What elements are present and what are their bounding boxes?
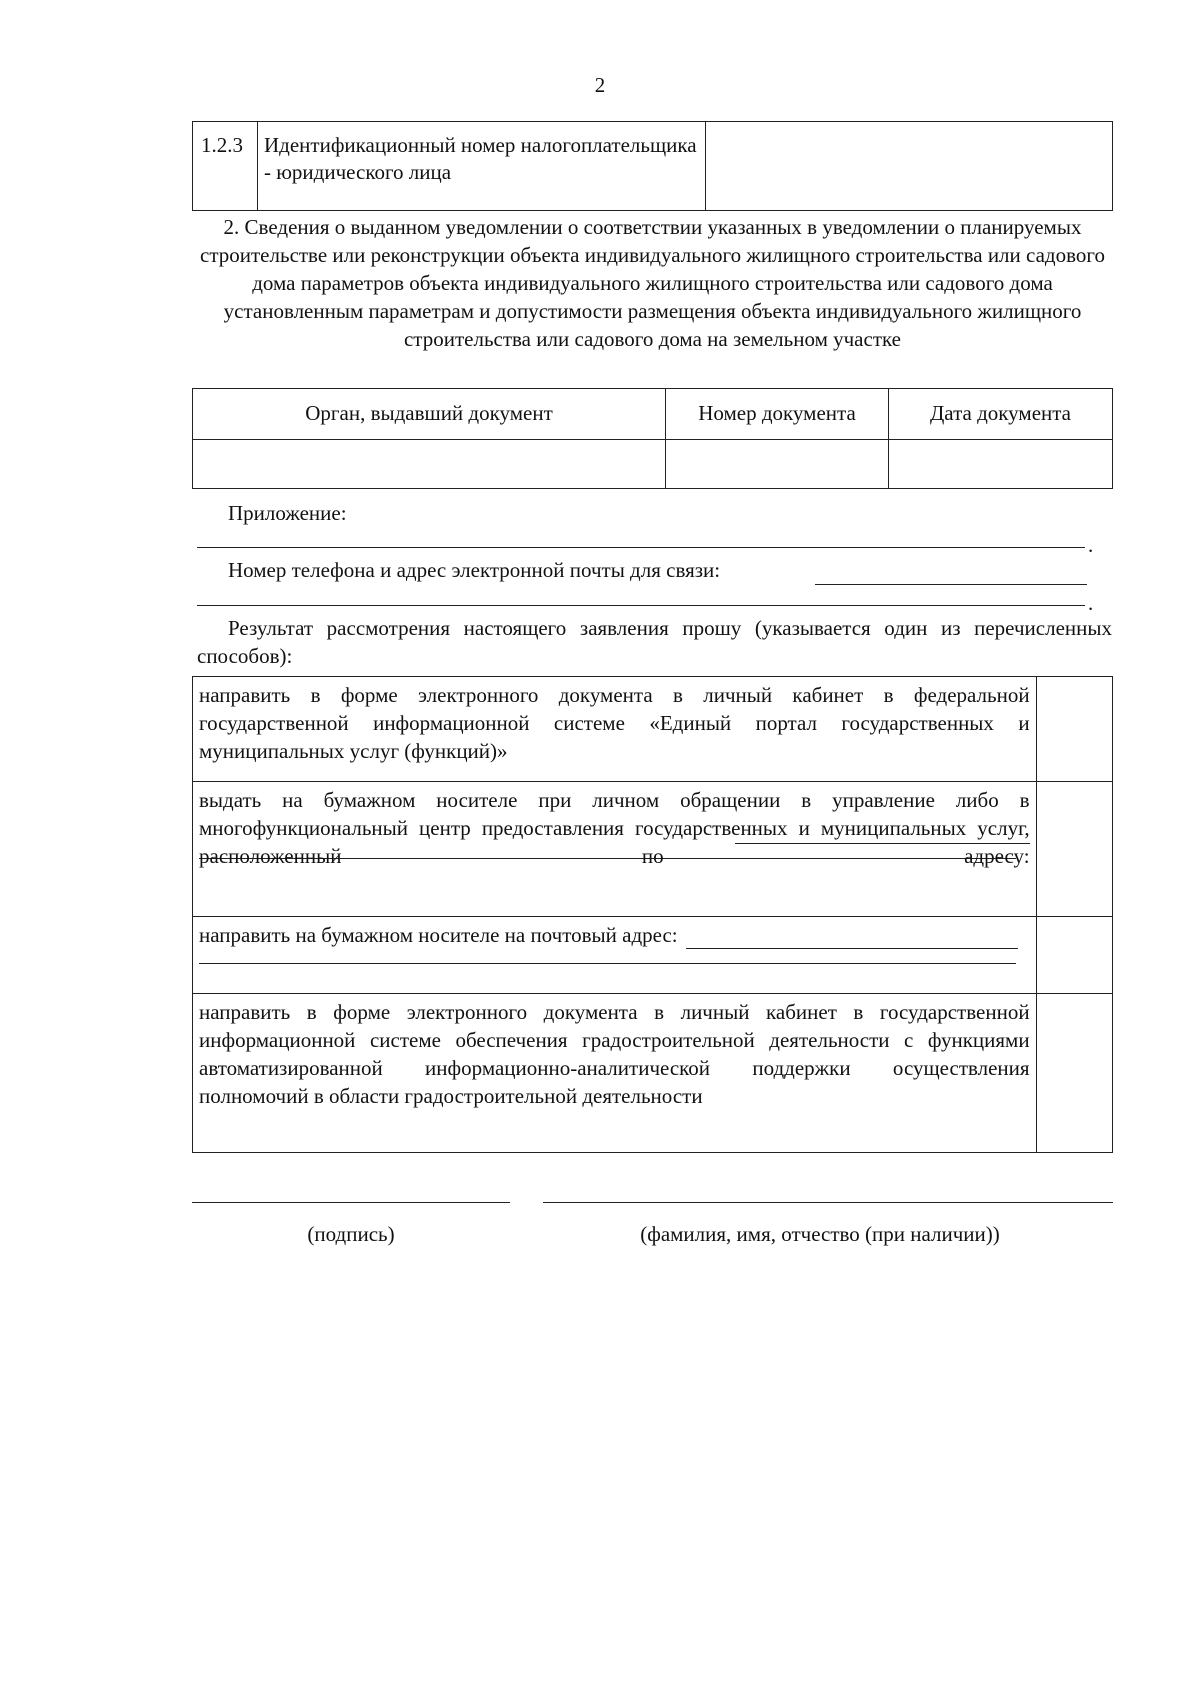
option-mail-checkbox[interactable]	[1036, 917, 1112, 994]
appendix-period: .	[1088, 533, 1094, 557]
taxpayer-id-field[interactable]	[706, 122, 1113, 211]
option-portal-checkbox[interactable]	[1036, 677, 1112, 782]
table-row	[193, 782, 1113, 917]
name-label: (фамилия, имя, отчество (при наличии))	[640, 1222, 1000, 1246]
option-portal-label: направить в форме электронного документа в личный кабинет в федеральной государственной информационной системе «Единый портал государственных и муниципальных услуг (функций)»	[193, 677, 1037, 782]
table-header-row	[193, 389, 1113, 440]
option-mail	[193, 917, 1037, 994]
table-row	[193, 677, 1113, 782]
option-mail-label: направить на бумажном носителе на почтовый адрес:	[199, 923, 678, 947]
page-number: 2	[594, 73, 606, 97]
option-paper-mfc-label: выдать на бумажном носителе при личном обращении в управление либо в многофункциональный центр предоставления государственных и муниципальных услуг, расположенный по адресу:	[199, 788, 1030, 868]
row-number: 1.2.3	[193, 122, 258, 211]
column-header-doc-date: Дата документа	[889, 389, 1113, 440]
contact-label: Номер телефона и адрес электронной почты для связи:	[228, 558, 721, 582]
delivery-options-table	[192, 676, 1113, 1153]
column-header-doc-number: Номер документа	[666, 389, 889, 440]
issuer-field[interactable]	[193, 440, 666, 489]
column-header-issuer: Орган, выдавший документ	[193, 389, 666, 440]
option-paper-mfc	[193, 782, 1037, 917]
section-2-heading: 2. Сведения о выданном уведомлении о соответствии указанных в уведомлении о планируемых строительстве или реконструкции объекта индивидуального жилищного строительства или садового дома параметров объекта индивидуального жилищного строительства или садового дома установленным параметрам и допустимости размещения объекта индивидуального жилищного строительства или садового дома на земельном участке	[200, 215, 1105, 351]
signature-line[interactable]	[192, 1192, 510, 1203]
table-row	[193, 917, 1113, 994]
table-row	[193, 440, 1113, 489]
doc-date-field[interactable]	[889, 440, 1113, 489]
option-isogd-checkbox[interactable]	[1036, 994, 1112, 1153]
appendix-line[interactable]	[197, 527, 1085, 548]
result-intro: Результат рассмотрения настоящего заявления прошу (указывается один из перечисленных способов):	[197, 616, 1112, 668]
mail-address-line-2[interactable]	[199, 949, 1016, 964]
option-paper-mfc-checkbox[interactable]	[1036, 782, 1112, 917]
contact-line[interactable]	[815, 564, 1087, 585]
option-isogd-label: направить в форме электронного документа в личный кабинет в государственной информационной системе обеспечения градостроительной деятельности с функциями автоматизированной информационно-аналитической поддержки осуществления полномочий в области градостроительной деятельности	[193, 994, 1037, 1153]
table-row	[193, 994, 1113, 1153]
appendix-label: Приложение:	[228, 501, 347, 525]
signature-label: (подпись)	[307, 1222, 395, 1246]
mail-address-line[interactable]	[686, 926, 1018, 949]
notice-table	[192, 388, 1113, 489]
table-row	[193, 122, 1113, 211]
mfc-address-line[interactable]	[735, 821, 1030, 844]
taxpayer-id-table	[192, 121, 1113, 211]
contact-period: .	[1088, 591, 1094, 615]
doc-number-field[interactable]	[666, 440, 889, 489]
contact-line-2[interactable]	[197, 585, 1085, 606]
row-label: Идентификационный номер налогоплательщика - юридического лица	[258, 122, 706, 211]
name-line[interactable]	[543, 1192, 1113, 1203]
